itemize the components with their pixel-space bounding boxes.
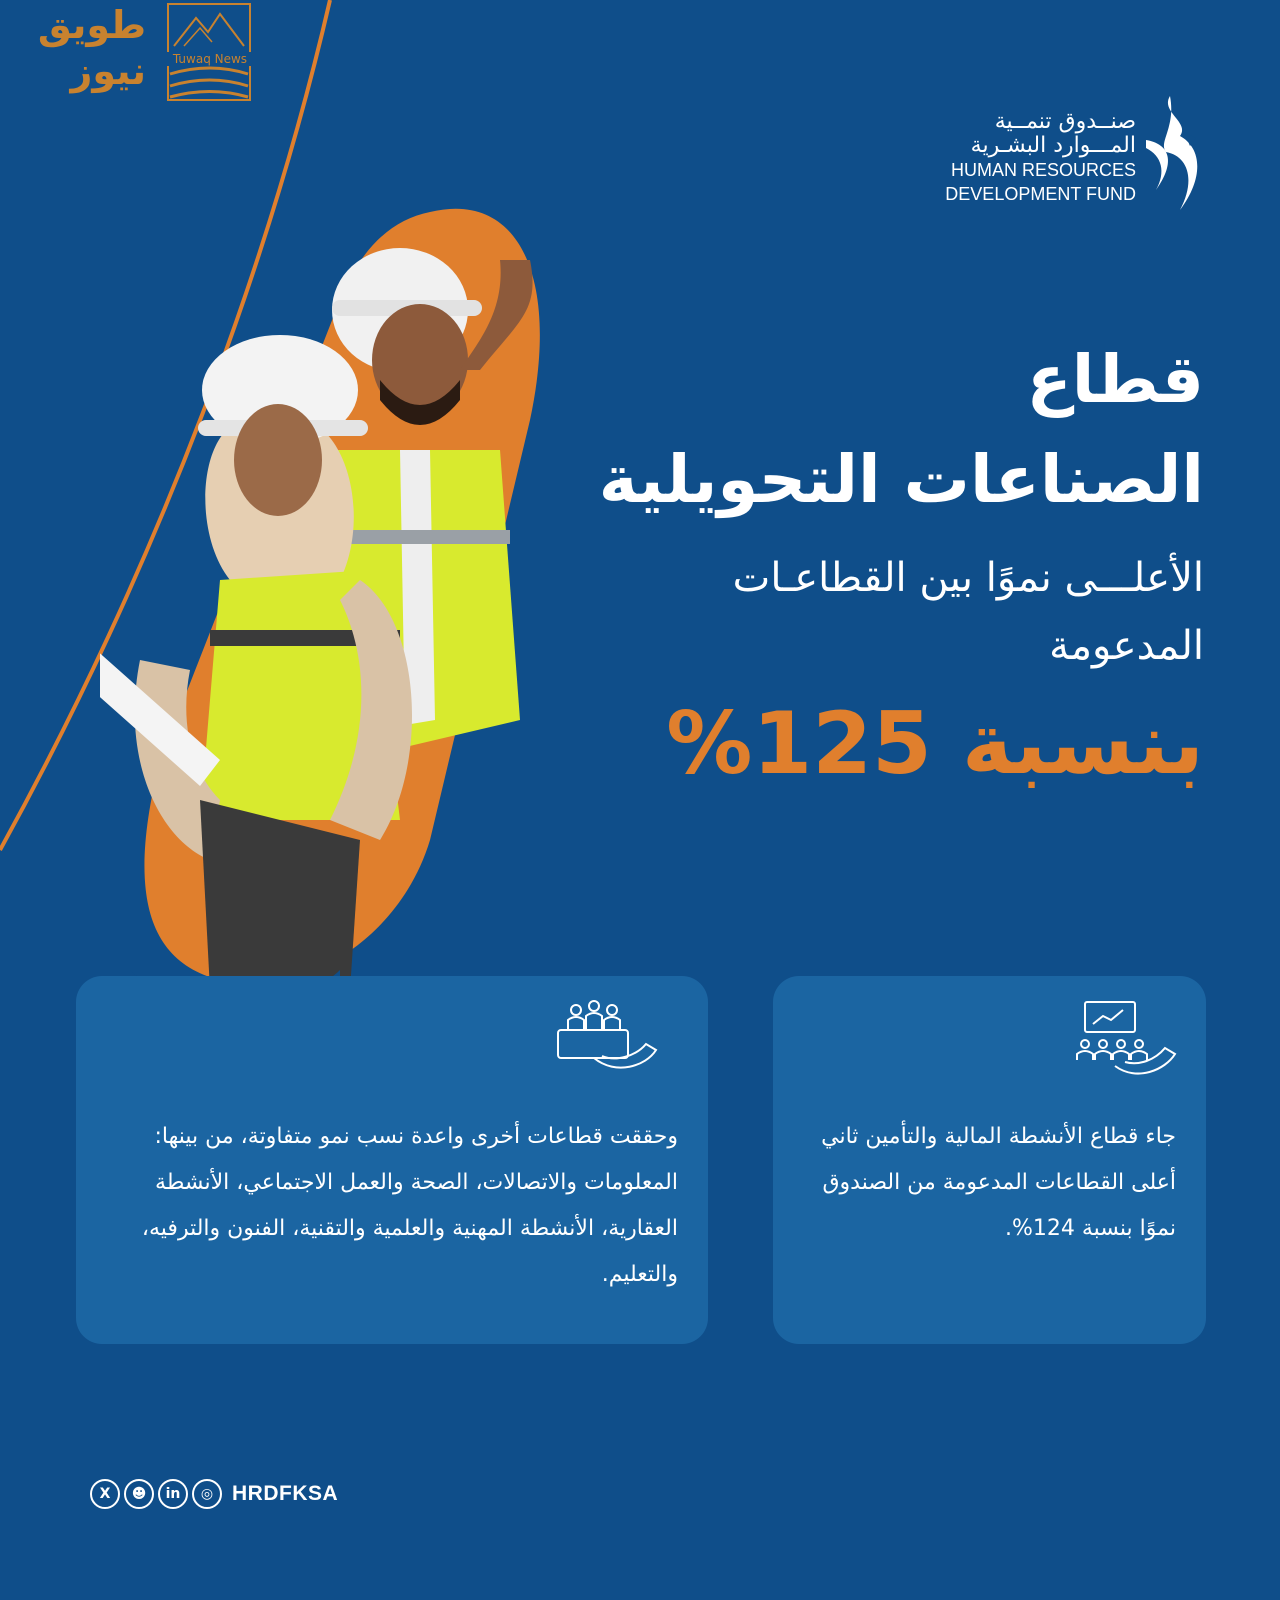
hrdf-english-line2: DEVELOPMENT FUND — [945, 184, 1136, 204]
instagram-icon[interactable]: ◎ — [192, 1479, 222, 1509]
hrdf-arabic-line1: صنــدوق تنمــية — [994, 109, 1136, 134]
info-card-right-text: جاء قطاع الأنشطة المالية والتأمين ثاني أعلى القطاعات المدعومة من الصندوق نموًا بنسبة 124%. — [821, 1124, 1176, 1241]
headline-sub1: الأعلـــى نموًا بين القطاعـات — [732, 555, 1204, 601]
headline-sub2: المدعومة — [1049, 623, 1204, 669]
hrdf-emblem-icon — [1140, 92, 1210, 217]
hrdf-english-line1: HUMAN RESOURCES — [950, 160, 1136, 180]
headline-line1: قطاع — [1026, 341, 1204, 418]
info-card-right — [773, 976, 1206, 1344]
hrdf-arabic-line2: المـــوارد البشـرية — [970, 133, 1136, 158]
news-logo-english: Tuwaq News — [160, 52, 260, 66]
presentation-icon — [1063, 996, 1183, 1086]
social-bar — [90, 1476, 338, 1512]
hrdf-logo-text — [945, 110, 1136, 206]
info-card-left-text: وحققت قطاعات أخرى واعدة نسب نمو متفاوتة، من بينها: المعلومات والاتصالات، الصحة والعمل الاجتماعي، الأنشطة العقارية، الأنشطة المهنية والعلمية والتقنية، الفنون والترفيه، والتعليم. — [141, 1124, 678, 1287]
news-logo-line2: نيوز — [70, 49, 146, 93]
news-logo-arabic — [38, 2, 146, 94]
meeting-table-icon — [546, 996, 666, 1086]
snapchat-icon[interactable]: ☻ — [124, 1479, 154, 1509]
info-card-left — [76, 976, 708, 1344]
linkedin-icon[interactable]: in — [158, 1479, 188, 1509]
x-icon[interactable]: X — [90, 1479, 120, 1509]
tuwaq-news-logo — [4, 0, 264, 110]
workers-photo — [100, 200, 570, 1000]
hrdf-logo — [850, 92, 1210, 217]
headline-line2: الصناعات التحويلية — [598, 441, 1204, 518]
social-handle[interactable]: HRDFKSA — [232, 1482, 339, 1505]
news-logo-line1: طويق — [37, 3, 146, 47]
headline-block — [564, 330, 1204, 804]
headline-percent: بنسبة 125% — [666, 694, 1204, 794]
